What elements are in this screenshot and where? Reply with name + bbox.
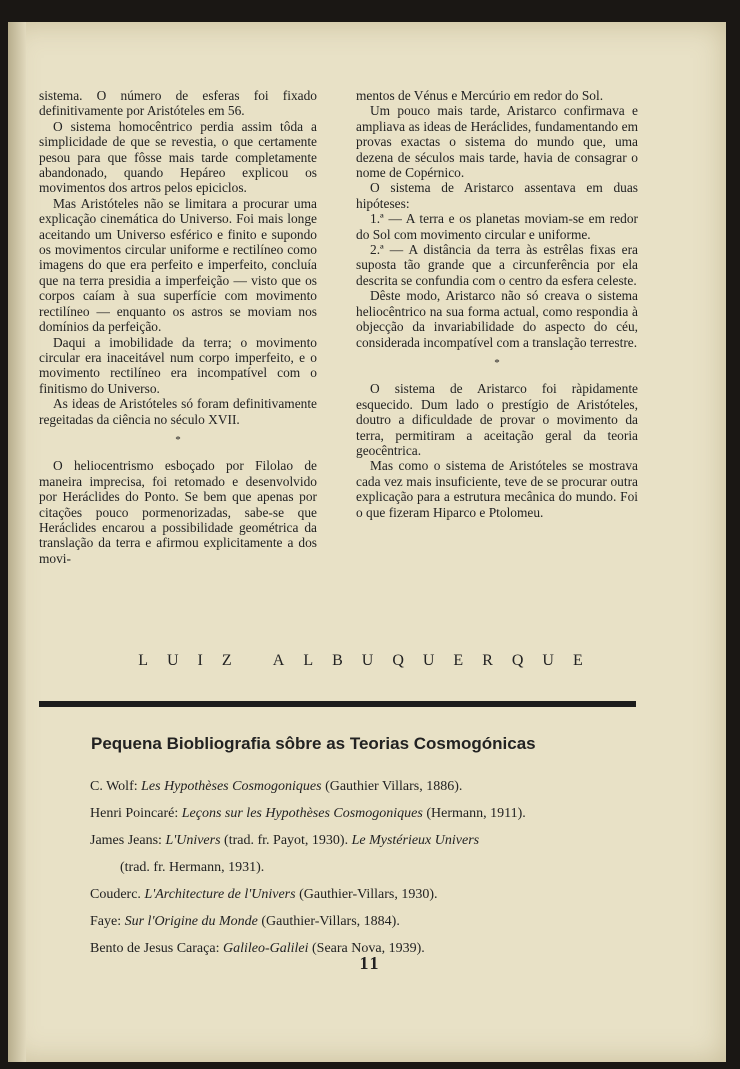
bib-publisher: (Gauthier Villars, 1886). bbox=[325, 779, 463, 794]
bib-author: C. Wolf: bbox=[90, 779, 138, 794]
bib-author: Faye: bbox=[90, 914, 122, 929]
page-number: 11 bbox=[359, 953, 381, 973]
paragraph: Daqui a imobilidade da terra; o movimento circular era inaceitável num corpo imperfeito, e o movimento rectilíneo era incompatível com o finitismo do Universo. bbox=[39, 334, 317, 396]
section-separator: * bbox=[494, 356, 500, 369]
bibliography-entry bbox=[90, 908, 650, 935]
bib-publisher: (Hermann, 1911). bbox=[426, 806, 526, 821]
divider-rule bbox=[39, 701, 636, 707]
paragraph: O sistema homocêntrico perdia assim tôda a simplicidade de que se revestia, o que certamente pesou para que fôsse mais tarde completamente abandonado, quando Hepáreo explicou os movimentos dos artros pelos epiciclos. bbox=[39, 118, 317, 196]
bib-author: Couderc. bbox=[90, 887, 141, 902]
bib-author: James Jeans: bbox=[90, 833, 162, 848]
section-separator: * bbox=[175, 433, 181, 446]
bib-publisher: (Gauthier-Villars, 1930). bbox=[299, 887, 438, 902]
paragraph: As ideas de Aristóteles só foram definitivamente regeitadas da ciência no século XVII. bbox=[39, 396, 317, 427]
bibliography-entry bbox=[90, 881, 650, 908]
page-spine-shadow bbox=[8, 22, 26, 1062]
bibliography-entry bbox=[90, 827, 650, 854]
bibliography-list bbox=[90, 773, 650, 962]
author-signature: LUIZ ALBUQUERQUE bbox=[138, 652, 602, 669]
bib-publisher: (trad. fr. Payot, 1930). bbox=[224, 833, 349, 848]
paragraph: Um pouco mais tarde, Aristarco confirmava e ampliava as ideas de Heráclides, fundamentando em provas exactas o sistema do mundo que, uma dezena de séculos mais tarde, havia de consagrar o nome de Copérnico. bbox=[356, 103, 638, 181]
paragraph: Mas Aristóteles não se limitara a procurar uma explicação cinemática do Universo. Foi mais longe aceitando um Universo esférico e finito e supondo os movimentos circular uniforme e rectilíneo como imagens do que era perfeito e imperfeito, concluía que na terra presidia a imperfeição — visto que os corpos caíam à sua superfície com movimento rectilíneo — enquanto os astros se moviam nos domínios da perfeição. bbox=[39, 195, 317, 335]
bib-title: Les Hypothèses Cosmogoniques bbox=[141, 779, 322, 794]
bib-publisher: (trad. fr. Hermann, 1931). bbox=[120, 860, 265, 875]
bib-title: L'Architecture de l'Univers bbox=[144, 887, 296, 902]
bib-title: Sur l'Origine du Monde bbox=[124, 914, 258, 929]
paragraph: 2.ª — A distância da terra às estrêlas fixas era suposta tão grande que a circunferência por ela descrita se confundia com o centro da esfera celeste. bbox=[356, 242, 638, 288]
bib-title: L'Univers bbox=[165, 833, 221, 848]
bibliography-title: Pequena Biobliografia sôbre as Teorias Cosmogónicas bbox=[91, 734, 536, 753]
bibliography-entry-continuation bbox=[90, 854, 650, 881]
bib-title-second: Le Mystérieux Univers bbox=[351, 833, 480, 848]
paragraph: O heliocentrismo esboçado por Filolao de maneira imprecisa, foi retomado e desenvolvido por Heráclides do Ponto. Se bem que apenas por citações pouco pormenorizadas, sabe-se que Heráclides encarou a possibilidade geométrica da translação da terra e afirmou explicitamente a dos movi- bbox=[39, 458, 317, 566]
paragraph: O sistema de Aristarco assentava em duas hipóteses: bbox=[356, 180, 638, 211]
bib-title: Galileo-Galilei bbox=[222, 941, 309, 956]
paragraph: Dêste modo, Aristarco não só creava o sistema heliocêntrico na sua forma actual, como respondia à objecção da invariabilidade do aspecto do céu, considerada incompatível com a translação terrestre. bbox=[356, 288, 638, 350]
paragraph: Mas como o sistema de Aristóteles se mostrava cada vez mais insuficiente, teve de se procurar outra explicação para a estrutura mecânica do mundo. Foi o que fizeram Hiparco e Ptolomeu. bbox=[356, 458, 638, 520]
bib-author: Bento de Jesus Caraça: bbox=[90, 941, 220, 956]
left-text-column bbox=[39, 88, 317, 566]
bib-publisher: (Seara Nova, 1939). bbox=[312, 941, 425, 956]
right-text-column bbox=[356, 88, 638, 520]
bibliography-entry bbox=[90, 773, 650, 800]
bibliography-entry bbox=[90, 800, 650, 827]
paragraph: sistema. O número de esferas foi fixado definitivamente por Aristóteles em 56. bbox=[39, 88, 317, 119]
paragraph: O sistema de Aristarco foi ràpidamente esquecido. Dum lado o prestígio de Aristóteles, doutro a dificuldade de provar o movimento da terra, permitiram a aceitação geral da teoria geocêntrica. bbox=[356, 381, 638, 458]
bib-title: Leçons sur les Hypothèses Cosmogoniques bbox=[181, 806, 423, 821]
paragraph: 1.ª — A terra e os planetas moviam-se em redor do Sol com movimento circular e uniforme. bbox=[356, 211, 638, 242]
paragraph: mentos de Vénus e Mercúrio em redor do Sol. bbox=[356, 88, 604, 103]
bib-author: Henri Poincaré: bbox=[90, 806, 179, 821]
bib-publisher: (Gauthier-Villars, 1884). bbox=[261, 914, 400, 929]
